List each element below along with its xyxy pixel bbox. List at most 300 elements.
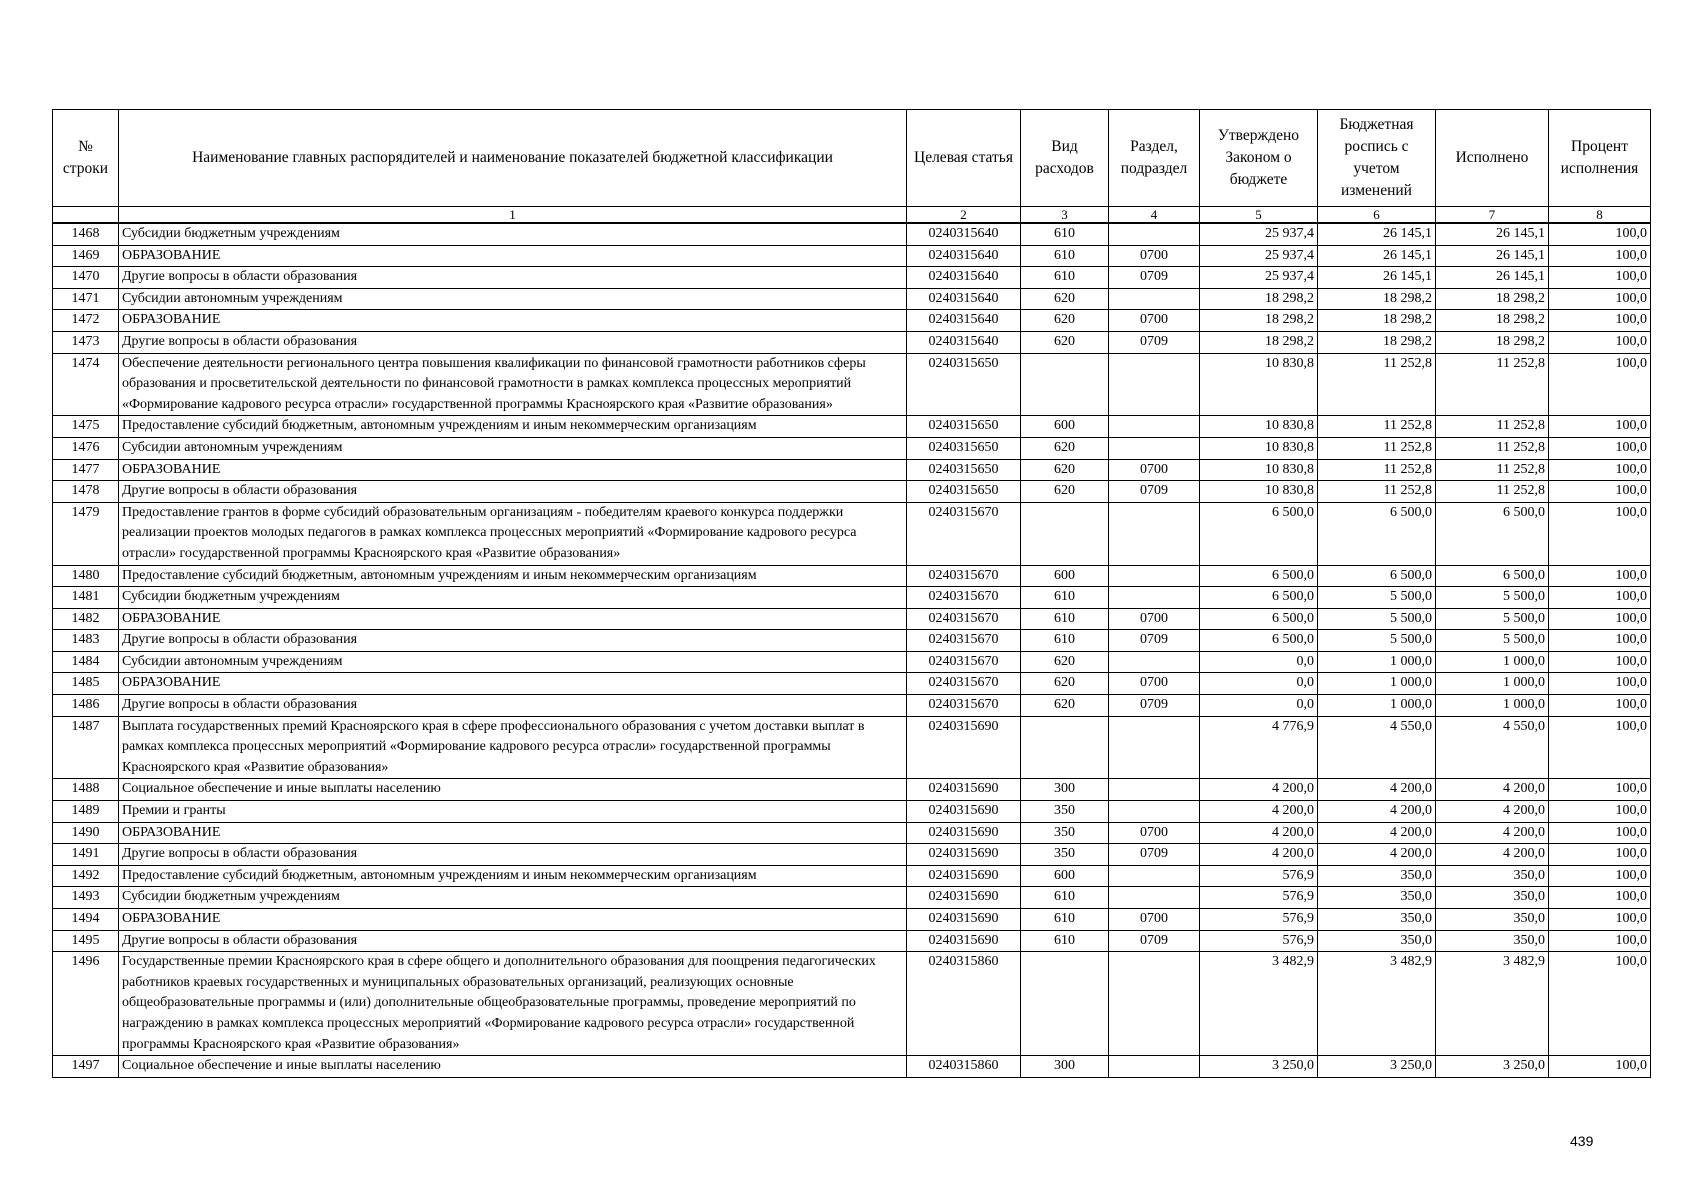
percent-cell: 100,0 bbox=[1549, 481, 1651, 503]
approved-cell: 0,0 bbox=[1200, 695, 1318, 717]
name-cell: ОБРАЗОВАНИЕ bbox=[119, 459, 907, 481]
percent-cell: 100,0 bbox=[1549, 587, 1651, 609]
table-row bbox=[53, 565, 1651, 587]
name-cell: ОБРАЗОВАНИЕ bbox=[119, 245, 907, 267]
row-number-cell: 1493 bbox=[53, 887, 119, 909]
row-number-cell: 1476 bbox=[53, 437, 119, 459]
approved-cell: 6 500,0 bbox=[1200, 502, 1318, 565]
header-schedule: Бюджетная роспись с учетом изменений bbox=[1318, 110, 1436, 207]
schedule-cell: 5 500,0 bbox=[1318, 630, 1436, 652]
table-row bbox=[53, 459, 1651, 481]
percent-cell: 100,0 bbox=[1549, 608, 1651, 630]
section-cell bbox=[1109, 502, 1200, 565]
expense-kind-cell: 620 bbox=[1021, 459, 1109, 481]
section-cell bbox=[1109, 865, 1200, 887]
executed-cell: 26 145,1 bbox=[1436, 267, 1549, 289]
target-article-cell: 0240315690 bbox=[907, 844, 1021, 866]
percent-cell: 100,0 bbox=[1549, 502, 1651, 565]
section-cell: 0709 bbox=[1109, 930, 1200, 952]
percent-cell: 100,0 bbox=[1549, 565, 1651, 587]
percent-cell: 100,0 bbox=[1549, 331, 1651, 353]
target-article-cell: 0240315670 bbox=[907, 565, 1021, 587]
section-cell: 0709 bbox=[1109, 481, 1200, 503]
approved-cell: 18 298,2 bbox=[1200, 310, 1318, 332]
percent-cell: 100,0 bbox=[1549, 310, 1651, 332]
schedule-cell: 4 200,0 bbox=[1318, 822, 1436, 844]
page-number: 439 bbox=[1570, 1133, 1594, 1149]
row-number-cell: 1468 bbox=[53, 223, 119, 245]
name-cell: Субсидии бюджетным учреждениям bbox=[119, 587, 907, 609]
approved-cell: 0,0 bbox=[1200, 651, 1318, 673]
section-cell bbox=[1109, 587, 1200, 609]
executed-cell: 6 500,0 bbox=[1436, 565, 1549, 587]
target-article-cell: 0240315690 bbox=[907, 716, 1021, 779]
row-number-cell: 1484 bbox=[53, 651, 119, 673]
approved-cell: 25 937,4 bbox=[1200, 223, 1318, 245]
row-number-cell: 1488 bbox=[53, 779, 119, 801]
schedule-cell: 6 500,0 bbox=[1318, 565, 1436, 587]
executed-cell: 350,0 bbox=[1436, 909, 1549, 931]
name-cell: Субсидии бюджетным учреждениям bbox=[119, 223, 907, 245]
target-article-cell: 0240315640 bbox=[907, 331, 1021, 353]
approved-cell: 10 830,8 bbox=[1200, 481, 1318, 503]
schedule-cell: 5 500,0 bbox=[1318, 608, 1436, 630]
approved-cell: 4 200,0 bbox=[1200, 822, 1318, 844]
row-number-cell: 1475 bbox=[53, 416, 119, 438]
name-cell: Государственные премии Красноярского края в сфере общего и дополнительного образования для поощрения педагогических работников краевых государственных и муниципальных образовательных организаций, реализующих основные общеобразовательные программы и (или) дополнительные общеобразовательные программы, проведение мероприятий по награждению в рамках комплекса процессных мероприятий «Формирование кадрового ресурса отрасли» государственной программы Красноярского края «Развитие образования» bbox=[119, 952, 907, 1056]
approved-cell: 576,9 bbox=[1200, 887, 1318, 909]
schedule-cell: 3 482,9 bbox=[1318, 952, 1436, 1056]
table-row bbox=[53, 353, 1651, 416]
column-number: 3 bbox=[1021, 207, 1109, 224]
schedule-cell: 11 252,8 bbox=[1318, 459, 1436, 481]
executed-cell: 6 500,0 bbox=[1436, 502, 1549, 565]
approved-cell: 576,9 bbox=[1200, 865, 1318, 887]
table-row bbox=[53, 844, 1651, 866]
executed-cell: 4 200,0 bbox=[1436, 844, 1549, 866]
name-cell: Премии и гранты bbox=[119, 801, 907, 823]
row-number-cell: 1469 bbox=[53, 245, 119, 267]
executed-cell: 1 000,0 bbox=[1436, 651, 1549, 673]
table-row bbox=[53, 673, 1651, 695]
schedule-cell: 350,0 bbox=[1318, 930, 1436, 952]
schedule-cell: 11 252,8 bbox=[1318, 353, 1436, 416]
expense-kind-cell: 610 bbox=[1021, 930, 1109, 952]
row-number-cell: 1486 bbox=[53, 695, 119, 717]
table-row bbox=[53, 587, 1651, 609]
row-number-cell: 1497 bbox=[53, 1056, 119, 1078]
table-row bbox=[53, 930, 1651, 952]
section-cell bbox=[1109, 1056, 1200, 1078]
expense-kind-cell: 350 bbox=[1021, 801, 1109, 823]
name-cell: Субсидии бюджетным учреждениям bbox=[119, 887, 907, 909]
schedule-cell: 11 252,8 bbox=[1318, 481, 1436, 503]
percent-cell: 100,0 bbox=[1549, 651, 1651, 673]
table-row bbox=[53, 651, 1651, 673]
target-article-cell: 0240315640 bbox=[907, 267, 1021, 289]
name-cell: Субсидии автономным учреждениям bbox=[119, 651, 907, 673]
expense-kind-cell bbox=[1021, 716, 1109, 779]
executed-cell: 4 550,0 bbox=[1436, 716, 1549, 779]
column-number: 5 bbox=[1200, 207, 1318, 224]
name-cell: Социальное обеспечение и иные выплаты населению bbox=[119, 779, 907, 801]
schedule-cell: 1 000,0 bbox=[1318, 695, 1436, 717]
schedule-cell: 26 145,1 bbox=[1318, 223, 1436, 245]
percent-cell: 100,0 bbox=[1549, 930, 1651, 952]
target-article-cell: 0240315670 bbox=[907, 587, 1021, 609]
target-article-cell: 0240315690 bbox=[907, 930, 1021, 952]
target-article-cell: 0240315690 bbox=[907, 822, 1021, 844]
table-row bbox=[53, 1056, 1651, 1078]
expense-kind-cell: 610 bbox=[1021, 887, 1109, 909]
schedule-cell: 18 298,2 bbox=[1318, 331, 1436, 353]
expense-kind-cell: 600 bbox=[1021, 416, 1109, 438]
target-article-cell: 0240315670 bbox=[907, 651, 1021, 673]
row-number-cell: 1495 bbox=[53, 930, 119, 952]
name-cell: ОБРАЗОВАНИЕ bbox=[119, 310, 907, 332]
percent-cell: 100,0 bbox=[1549, 673, 1651, 695]
target-article-cell: 0240315690 bbox=[907, 909, 1021, 931]
table-row bbox=[53, 245, 1651, 267]
approved-cell: 0,0 bbox=[1200, 673, 1318, 695]
expense-kind-cell: 620 bbox=[1021, 288, 1109, 310]
section-cell bbox=[1109, 887, 1200, 909]
approved-cell: 6 500,0 bbox=[1200, 565, 1318, 587]
approved-cell: 3 250,0 bbox=[1200, 1056, 1318, 1078]
target-article-cell: 0240315640 bbox=[907, 288, 1021, 310]
percent-cell: 100,0 bbox=[1549, 716, 1651, 779]
section-cell: 0700 bbox=[1109, 310, 1200, 332]
executed-cell: 26 145,1 bbox=[1436, 223, 1549, 245]
table-row bbox=[53, 801, 1651, 823]
header-name: Наименование главных распорядителей и наименование показателей бюджетной классификации bbox=[119, 110, 907, 207]
expense-kind-cell: 600 bbox=[1021, 565, 1109, 587]
row-number-cell: 1479 bbox=[53, 502, 119, 565]
percent-cell: 100,0 bbox=[1549, 245, 1651, 267]
section-cell: 0700 bbox=[1109, 245, 1200, 267]
name-cell: Субсидии автономным учреждениям bbox=[119, 437, 907, 459]
executed-cell: 4 200,0 bbox=[1436, 801, 1549, 823]
executed-cell: 11 252,8 bbox=[1436, 353, 1549, 416]
expense-kind-cell: 620 bbox=[1021, 481, 1109, 503]
row-number-cell: 1481 bbox=[53, 587, 119, 609]
name-cell: ОБРАЗОВАНИЕ bbox=[119, 608, 907, 630]
name-cell: Предоставление субсидий бюджетным, автономным учреждениям и иным некоммерческим организациям bbox=[119, 416, 907, 438]
table-row bbox=[53, 952, 1651, 1056]
row-number-cell: 1478 bbox=[53, 481, 119, 503]
section-cell: 0700 bbox=[1109, 673, 1200, 695]
section-cell: 0700 bbox=[1109, 822, 1200, 844]
column-number: 8 bbox=[1549, 207, 1651, 224]
percent-cell: 100,0 bbox=[1549, 779, 1651, 801]
target-article-cell: 0240315650 bbox=[907, 481, 1021, 503]
expense-kind-cell: 610 bbox=[1021, 909, 1109, 931]
percent-cell: 100,0 bbox=[1549, 353, 1651, 416]
section-cell bbox=[1109, 779, 1200, 801]
schedule-cell: 11 252,8 bbox=[1318, 437, 1436, 459]
name-cell: Другие вопросы в области образования bbox=[119, 481, 907, 503]
section-cell bbox=[1109, 223, 1200, 245]
row-number-cell: 1470 bbox=[53, 267, 119, 289]
executed-cell: 5 500,0 bbox=[1436, 608, 1549, 630]
percent-cell: 100,0 bbox=[1549, 267, 1651, 289]
executed-cell: 11 252,8 bbox=[1436, 437, 1549, 459]
expense-kind-cell: 620 bbox=[1021, 673, 1109, 695]
expense-kind-cell: 600 bbox=[1021, 865, 1109, 887]
header-row-no: № строки bbox=[53, 110, 119, 207]
target-article-cell: 0240315670 bbox=[907, 608, 1021, 630]
table-row bbox=[53, 909, 1651, 931]
target-article-cell: 0240315690 bbox=[907, 801, 1021, 823]
target-article-cell: 0240315640 bbox=[907, 223, 1021, 245]
header-executed: Исполнено bbox=[1436, 110, 1549, 207]
expense-kind-cell bbox=[1021, 353, 1109, 416]
executed-cell: 5 500,0 bbox=[1436, 630, 1549, 652]
target-article-cell: 0240315670 bbox=[907, 630, 1021, 652]
percent-cell: 100,0 bbox=[1549, 437, 1651, 459]
percent-cell: 100,0 bbox=[1549, 952, 1651, 1056]
table-header bbox=[53, 110, 1651, 224]
percent-cell: 100,0 bbox=[1549, 887, 1651, 909]
row-number-cell: 1477 bbox=[53, 459, 119, 481]
executed-cell: 350,0 bbox=[1436, 930, 1549, 952]
row-number-cell: 1489 bbox=[53, 801, 119, 823]
budget-table bbox=[52, 109, 1651, 1078]
target-article-cell: 0240315860 bbox=[907, 1056, 1021, 1078]
section-cell: 0700 bbox=[1109, 459, 1200, 481]
target-article-cell: 0240315670 bbox=[907, 673, 1021, 695]
row-number-cell: 1492 bbox=[53, 865, 119, 887]
schedule-cell: 4 200,0 bbox=[1318, 779, 1436, 801]
approved-cell: 6 500,0 bbox=[1200, 608, 1318, 630]
header-expense-kind: Вид расходов bbox=[1021, 110, 1109, 207]
expense-kind-cell: 620 bbox=[1021, 695, 1109, 717]
table-row bbox=[53, 223, 1651, 245]
executed-cell: 4 200,0 bbox=[1436, 779, 1549, 801]
schedule-cell: 350,0 bbox=[1318, 887, 1436, 909]
percent-cell: 100,0 bbox=[1549, 630, 1651, 652]
executed-cell: 3 250,0 bbox=[1436, 1056, 1549, 1078]
section-cell bbox=[1109, 353, 1200, 416]
approved-cell: 25 937,4 bbox=[1200, 245, 1318, 267]
executed-cell: 350,0 bbox=[1436, 887, 1549, 909]
section-cell bbox=[1109, 651, 1200, 673]
name-cell: Выплата государственных премий Красноярского края в сфере профессионального образования с учетом доставки выплат в рамках комплекса процессных мероприятий «Формирование кадрового ресурса отрасли» государственной программы Красноярского края «Развитие образования» bbox=[119, 716, 907, 779]
section-cell: 0709 bbox=[1109, 695, 1200, 717]
executed-cell: 4 200,0 bbox=[1436, 822, 1549, 844]
row-number-cell: 1483 bbox=[53, 630, 119, 652]
percent-cell: 100,0 bbox=[1549, 223, 1651, 245]
approved-cell: 4 200,0 bbox=[1200, 844, 1318, 866]
name-cell: Другие вопросы в области образования bbox=[119, 267, 907, 289]
row-number-cell: 1480 bbox=[53, 565, 119, 587]
name-cell: Другие вопросы в области образования bbox=[119, 695, 907, 717]
header-section: Раздел, подраздел bbox=[1109, 110, 1200, 207]
section-cell bbox=[1109, 416, 1200, 438]
column-number-row bbox=[53, 207, 1651, 224]
header-target-article: Целевая статья bbox=[907, 110, 1021, 207]
approved-cell: 4 200,0 bbox=[1200, 801, 1318, 823]
table-row bbox=[53, 288, 1651, 310]
target-article-cell: 0240315690 bbox=[907, 779, 1021, 801]
name-cell: ОБРАЗОВАНИЕ bbox=[119, 673, 907, 695]
row-number-cell: 1474 bbox=[53, 353, 119, 416]
table-row bbox=[53, 887, 1651, 909]
table-row bbox=[53, 608, 1651, 630]
executed-cell: 11 252,8 bbox=[1436, 459, 1549, 481]
table-row bbox=[53, 630, 1651, 652]
expense-kind-cell: 610 bbox=[1021, 223, 1109, 245]
schedule-cell: 11 252,8 bbox=[1318, 416, 1436, 438]
percent-cell: 100,0 bbox=[1549, 695, 1651, 717]
schedule-cell: 3 250,0 bbox=[1318, 1056, 1436, 1078]
table-row bbox=[53, 822, 1651, 844]
executed-cell: 18 298,2 bbox=[1436, 288, 1549, 310]
target-article-cell: 0240315670 bbox=[907, 695, 1021, 717]
percent-cell: 100,0 bbox=[1549, 822, 1651, 844]
expense-kind-cell: 610 bbox=[1021, 245, 1109, 267]
name-cell: Субсидии автономным учреждениям bbox=[119, 288, 907, 310]
schedule-cell: 6 500,0 bbox=[1318, 502, 1436, 565]
expense-kind-cell: 610 bbox=[1021, 608, 1109, 630]
target-article-cell: 0240315640 bbox=[907, 310, 1021, 332]
approved-cell: 6 500,0 bbox=[1200, 630, 1318, 652]
schedule-cell: 350,0 bbox=[1318, 865, 1436, 887]
column-number bbox=[53, 207, 119, 224]
expense-kind-cell: 610 bbox=[1021, 587, 1109, 609]
expense-kind-cell: 350 bbox=[1021, 822, 1109, 844]
schedule-cell: 18 298,2 bbox=[1318, 288, 1436, 310]
row-number-cell: 1471 bbox=[53, 288, 119, 310]
column-number: 7 bbox=[1436, 207, 1549, 224]
section-cell: 0709 bbox=[1109, 331, 1200, 353]
executed-cell: 18 298,2 bbox=[1436, 331, 1549, 353]
schedule-cell: 26 145,1 bbox=[1318, 245, 1436, 267]
expense-kind-cell: 620 bbox=[1021, 310, 1109, 332]
schedule-cell: 18 298,2 bbox=[1318, 310, 1436, 332]
executed-cell: 5 500,0 bbox=[1436, 587, 1549, 609]
percent-cell: 100,0 bbox=[1549, 459, 1651, 481]
approved-cell: 10 830,8 bbox=[1200, 416, 1318, 438]
table-body bbox=[53, 223, 1651, 1077]
expense-kind-cell: 300 bbox=[1021, 779, 1109, 801]
expense-kind-cell bbox=[1021, 952, 1109, 1056]
executed-cell: 1 000,0 bbox=[1436, 673, 1549, 695]
column-number: 6 bbox=[1318, 207, 1436, 224]
section-cell: 0700 bbox=[1109, 909, 1200, 931]
section-cell: 0709 bbox=[1109, 267, 1200, 289]
table-row bbox=[53, 502, 1651, 565]
schedule-cell: 4 200,0 bbox=[1318, 801, 1436, 823]
approved-cell: 576,9 bbox=[1200, 930, 1318, 952]
header-row bbox=[53, 110, 1651, 207]
percent-cell: 100,0 bbox=[1549, 801, 1651, 823]
row-number-cell: 1494 bbox=[53, 909, 119, 931]
table-row bbox=[53, 267, 1651, 289]
name-cell: Другие вопросы в области образования bbox=[119, 930, 907, 952]
executed-cell: 11 252,8 bbox=[1436, 481, 1549, 503]
schedule-cell: 1 000,0 bbox=[1318, 651, 1436, 673]
schedule-cell: 350,0 bbox=[1318, 909, 1436, 931]
percent-cell: 100,0 bbox=[1549, 909, 1651, 931]
approved-cell: 10 830,8 bbox=[1200, 459, 1318, 481]
target-article-cell: 0240315670 bbox=[907, 502, 1021, 565]
approved-cell: 4 776,9 bbox=[1200, 716, 1318, 779]
schedule-cell: 5 500,0 bbox=[1318, 587, 1436, 609]
name-cell: Предоставление субсидий бюджетным, автономным учреждениям и иным некоммерческим организациям bbox=[119, 565, 907, 587]
row-number-cell: 1473 bbox=[53, 331, 119, 353]
schedule-cell: 26 145,1 bbox=[1318, 267, 1436, 289]
approved-cell: 576,9 bbox=[1200, 909, 1318, 931]
table-row bbox=[53, 716, 1651, 779]
section-cell: 0709 bbox=[1109, 630, 1200, 652]
column-number: 1 bbox=[119, 207, 907, 224]
expense-kind-cell: 620 bbox=[1021, 651, 1109, 673]
section-cell: 0709 bbox=[1109, 844, 1200, 866]
table-row bbox=[53, 437, 1651, 459]
expense-kind-cell: 610 bbox=[1021, 267, 1109, 289]
row-number-cell: 1485 bbox=[53, 673, 119, 695]
target-article-cell: 0240315650 bbox=[907, 437, 1021, 459]
expense-kind-cell bbox=[1021, 502, 1109, 565]
table-row bbox=[53, 779, 1651, 801]
executed-cell: 350,0 bbox=[1436, 865, 1549, 887]
header-percent: Процент исполнения bbox=[1549, 110, 1651, 207]
schedule-cell: 1 000,0 bbox=[1318, 673, 1436, 695]
target-article-cell: 0240315650 bbox=[907, 353, 1021, 416]
column-number: 2 bbox=[907, 207, 1021, 224]
percent-cell: 100,0 bbox=[1549, 416, 1651, 438]
executed-cell: 11 252,8 bbox=[1436, 416, 1549, 438]
approved-cell: 18 298,2 bbox=[1200, 288, 1318, 310]
name-cell: Другие вопросы в области образования bbox=[119, 844, 907, 866]
name-cell: ОБРАЗОВАНИЕ bbox=[119, 909, 907, 931]
approved-cell: 25 937,4 bbox=[1200, 267, 1318, 289]
section-cell bbox=[1109, 716, 1200, 779]
row-number-cell: 1482 bbox=[53, 608, 119, 630]
name-cell: Предоставление субсидий бюджетным, автономным учреждениям и иным некоммерческим организациям bbox=[119, 865, 907, 887]
percent-cell: 100,0 bbox=[1549, 288, 1651, 310]
section-cell bbox=[1109, 437, 1200, 459]
section-cell: 0700 bbox=[1109, 608, 1200, 630]
section-cell bbox=[1109, 801, 1200, 823]
target-article-cell: 0240315640 bbox=[907, 245, 1021, 267]
approved-cell: 18 298,2 bbox=[1200, 331, 1318, 353]
approved-cell: 10 830,8 bbox=[1200, 353, 1318, 416]
name-cell: Социальное обеспечение и иные выплаты населению bbox=[119, 1056, 907, 1078]
target-article-cell: 0240315690 bbox=[907, 887, 1021, 909]
percent-cell: 100,0 bbox=[1549, 1056, 1651, 1078]
approved-cell: 4 200,0 bbox=[1200, 779, 1318, 801]
executed-cell: 1 000,0 bbox=[1436, 695, 1549, 717]
schedule-cell: 4 200,0 bbox=[1318, 844, 1436, 866]
name-cell: Предоставление грантов в форме субсидий образовательным организациям - победителям краевого конкурса поддержки реализации проектов молодых педагогов в рамках комплекса процессных мероприятий «Формирование кадрового ресурса отрасли» государственной программы Красноярского края «Развитие образования» bbox=[119, 502, 907, 565]
section-cell bbox=[1109, 565, 1200, 587]
section-cell bbox=[1109, 952, 1200, 1056]
row-number-cell: 1491 bbox=[53, 844, 119, 866]
row-number-cell: 1490 bbox=[53, 822, 119, 844]
name-cell: Другие вопросы в области образования bbox=[119, 630, 907, 652]
row-number-cell: 1496 bbox=[53, 952, 119, 1056]
percent-cell: 100,0 bbox=[1549, 844, 1651, 866]
table-row bbox=[53, 310, 1651, 332]
table-row bbox=[53, 695, 1651, 717]
column-number: 4 bbox=[1109, 207, 1200, 224]
target-article-cell: 0240315650 bbox=[907, 459, 1021, 481]
expense-kind-cell: 620 bbox=[1021, 437, 1109, 459]
name-cell: Другие вопросы в области образования bbox=[119, 331, 907, 353]
executed-cell: 3 482,9 bbox=[1436, 952, 1549, 1056]
